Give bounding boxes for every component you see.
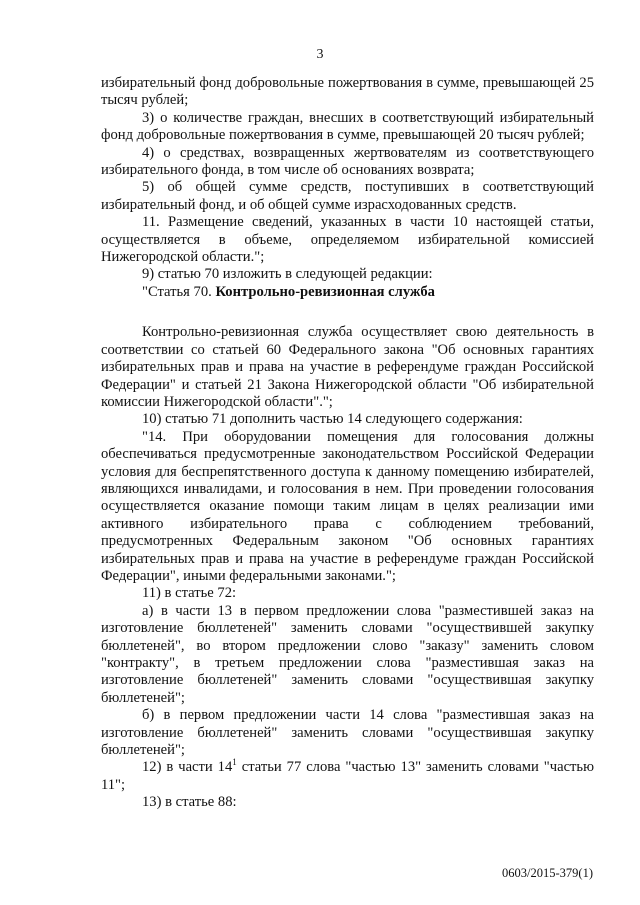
paragraph: 9) статью 70 изложить в следующей редакции: (142, 266, 433, 283)
item-12-after: статьи 77 слова "частью 13" заменить словами "частью 11"; (101, 759, 594, 793)
paragraph: Контрольно-ревизионная служба осуществляет свою деятельность в соответствии со статьей 60 Федерального закона "Об основных гарантиях избирательных прав и права на участие в референдуме граждан Российской Федерации" и статьей 21 Закона Нижегородской области "Об избирательной комиссии Нижегородской области"."; (101, 324, 594, 410)
paragraph: 11) в статье 72: (142, 585, 237, 602)
paragraph-item-13: 13) в статье 88: (142, 794, 237, 811)
article-title-prefix: "Статья 70. (142, 283, 216, 300)
paragraph: 3) о количестве граждан, внесших в соответствующий избирательный фонд добровольные пожертвования в сумме, превышающей 20 тысяч рублей; (101, 109, 594, 144)
paragraph: 4) о средствах, возвращенных жертвователям из соответствующего избирательного фонда, в том числе об основаниях возврата; (101, 144, 594, 179)
spacer (101, 301, 594, 324)
paragraph: б) в первом предложении части 14 слова "разместившая заказ на изготовление бюллетеней" заменить словами "осуществившая закупку бюллетеней"; (101, 707, 594, 759)
paragraph: "14. При оборудовании помещения для голосования должны обеспечиваться предусмотренные законодательством Российской Федерации условия для беспрепятственного доступа к данному помещению избирателей, являющихся инвалидами, и голосования в нем. При проведении голосования осуществляется оказание помощи таким лицам в целях реализации ими активного избирательного права с соблюдением требований, предусмотренных Федеральным законом "Об основных гарантиях избирательных прав и права на участие в референдуме граждан Российской Федерации", иными федеральными законами."; (101, 428, 594, 584)
paragraph-group-1 (101, 75, 594, 284)
paragraph: а) в части 13 в первом предложении слова "разместившей заказ на изготовление бюллетеней" заменить словами "осуществившей закупку бюллетеней", во втором предложении слово "заказу" заменить словом "контракту", в третьем предложении слова "разместившая заказ на изготовление бюллетеней" заменить словами "осуществившая закупку бюллетеней"; (101, 602, 594, 706)
paragraph-item-12 (101, 759, 594, 794)
paragraph: 5) об общей сумме средств, поступивших в соответствующий избирательный фонд, и об общей сумме израсходованных средств. (101, 179, 594, 213)
article-title (101, 284, 594, 301)
item-12-before: 12) в части 14 (142, 759, 233, 776)
paragraph-group-2 (101, 324, 594, 759)
article-title-bold: Контрольно-ревизионная служба (215, 283, 435, 300)
page-number: 3 (316, 47, 324, 62)
paragraph: 10) статью 71 дополнить частью 14 следующего содержания: (142, 411, 523, 428)
document-code: 0603/2015-379(1) (502, 866, 593, 880)
document-body (101, 75, 594, 812)
paragraph: 11. Размещение сведений, указанных в части 10 настоящей статьи, осуществляется в объеме, определяемом избирательной комиссией Нижегородской области."; (101, 214, 594, 266)
item-12-superscript: 1 (232, 757, 237, 768)
paragraph: избирательный фонд добровольные пожертвования в сумме, превышающей 25 тысяч рублей; (101, 75, 594, 109)
